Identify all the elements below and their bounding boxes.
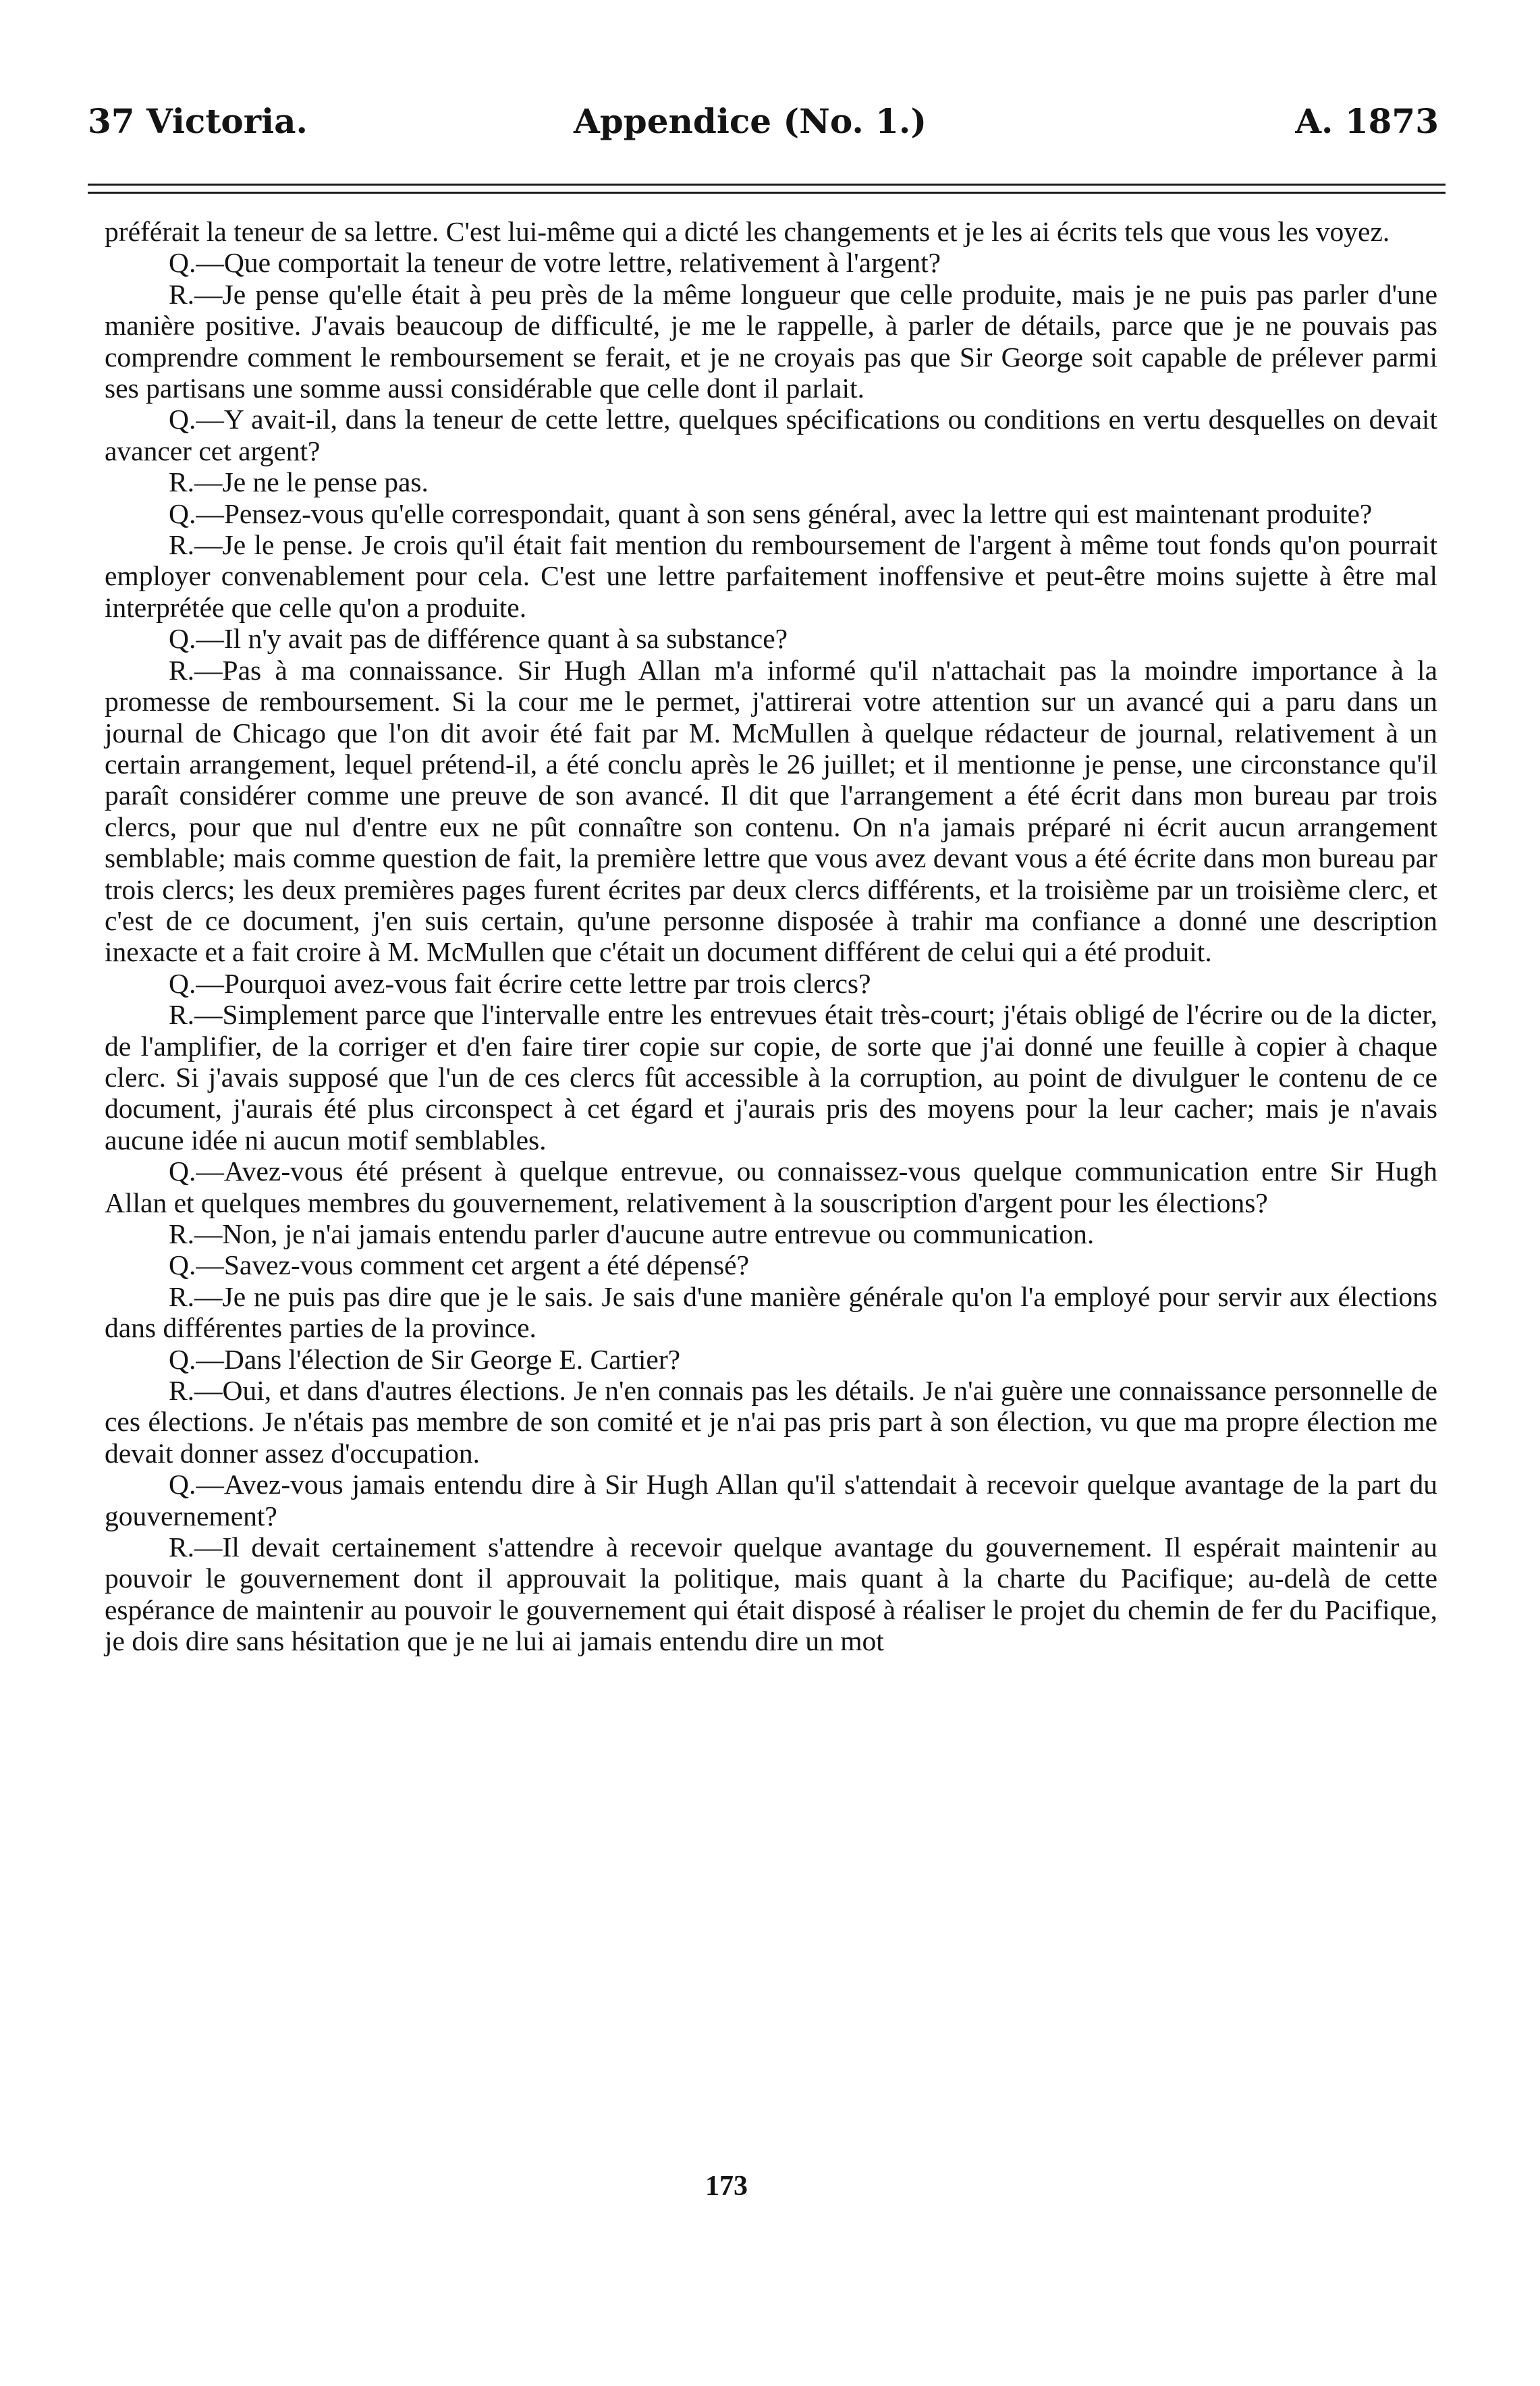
answer-paragraph: R.—Il devait certainement s'attendre à recevoir quelque avantage du gouvernement. Il espérait maintenir au pouvoir le gouvernement dont il approuvait la politique, mais quant à la charte du Pacifique; au-delà de cette espérance de maintenir au pouvoir le gouvernement qui était disposé à réaliser le projet du chemin de fer du Pacifique, je dois dire sans hésitation que je ne lui ai jamais entendu dire un mot <box>105 1531 1437 1657</box>
answer-paragraph: R.—Oui, et dans d'autres élections. Je n'en connais pas les détails. Je n'ai guère une connaissance personnelle de ces élections. Je n'étais pas membre de son comité et je n'ai pas pris part à son élection, vu que ma propre élection me devait donner assez d'occupation. <box>105 1375 1437 1469</box>
answer-paragraph: R.—Je ne puis pas dire que je le sais. Je sais d'une manière générale qu'on l'a employé pour servir aux élections dans différentes parties de la province. <box>105 1280 1437 1344</box>
answer-paragraph: R.—Non, je n'ai jamais entendu parler d'aucune autre entrevue ou communication. <box>169 1218 1095 1249</box>
question-paragraph: Q.—Que comportait la teneur de votre lettre, relativement à l'argent? <box>169 247 941 279</box>
header-appendix: Appendice (No. 1.) <box>574 101 927 141</box>
running-header <box>88 101 1439 155</box>
question-paragraph: Q.—Avez-vous été présent à quelque entrevue, ou connaissez-vous quelque communication entre Sir Hugh Allan et quelques membres du gouvernement, relativement à la souscription d'argent pour les élections? <box>105 1156 1437 1218</box>
answer-paragraph: R.—Je pense qu'elle était à peu près de la même longueur que celle produite, mais je ne puis pas parler d'une manière positive. J'avais beaucoup de difficulté, je me le rappelle, à parler de détails, parce que je ne pouvais pas comprendre comment le remboursement se ferait, et je ne croyais pas que Sir George soit capable de prélever parmi ses partisans une somme aussi considérable que celle dont il parlait. <box>105 278 1437 404</box>
header-rule-top <box>88 184 1446 186</box>
paragraph: préférait la teneur de sa lettre. C'est lui-même qui a dicté les changements et je les ai écrits tels que vous les voyez. <box>105 216 1390 247</box>
answer-paragraph: R.—Simplement parce que l'intervalle entre les entrevues était très-court; j'étais obligé de l'écrire ou de la dicter, de l'amplifier, de la corriger et d'en faire tirer copie sur copie, de sorte que j'ai donné une feuille à copier à chaque clerc. Si j'avais supposé que l'un de ces clercs fût accessible à la corruption, au point de divulguer le contenu de ce document, j'aurais été plus circonspect à cet égard et j'aurais pris des moyens pour la leur cacher; mais je n'avais aucune idée ni aucun motif semblables. <box>105 999 1437 1156</box>
question-paragraph: Q.—Il n'y avait pas de différence quant à sa substance? <box>169 623 788 655</box>
header-volume: 37 Victoria. <box>88 101 308 141</box>
question-paragraph: Q.—Savez-vous comment cet argent a été dépensé? <box>169 1249 750 1281</box>
header-rule-bottom <box>88 192 1446 194</box>
answer-paragraph: R.—Pas à ma connaissance. Sir Hugh Allan m'a informé qu'il n'attachait pas la moindre importance à la promesse de remboursement. Si la cour me le permet, j'attirerai votre attention sur un avancé qui a paru dans un journal de Chicago que l'on dit avoir été fait par M. McMullen à quelque rédacteur de journal, relativement à un certain arrangement, lequel prétend-il, a été conclu après le 26 juillet; et il mentionne je pense, une circonstance qu'il paraît considérer comme une preuve de son avancé. Il dit que l'arrangement a été écrit dans mon bureau par trois clercs, pour que nul d'entre eux ne pût connaître son contenu. On n'a jamais préparé ni écrit aucun arrangement semblable; mais comme question de fait, la première lettre que vous avez devant vous a été écrite dans mon bureau par trois clercs; les deux premières pages furent écrites par deux clercs différents, et la troisième par un troisième clerc, et c'est de ce document, j'en suis certain, qu'une personne disposée à trahir ma confiance a donné une description inexacte et a fait croire à M. McMullen que c'était un document différent de celui qui a été produit. <box>105 654 1437 968</box>
question-paragraph: Q.—Dans l'élection de Sir George E. Cartier? <box>169 1343 681 1375</box>
question-paragraph: Q.—Pourquoi avez-vous fait écrire cette lettre par trois clercs? <box>169 967 871 999</box>
question-paragraph: Q.—Pensez-vous qu'elle correspondait, quant à son sens général, avec la lettre qui est maintenant produite? <box>169 497 1373 529</box>
question-paragraph: Q.—Y avait-il, dans la teneur de cette lettre, quelques spécifications ou conditions en vertu desquelles on devait avancer cet argent? <box>105 404 1437 466</box>
answer-paragraph: R.—Je ne le pense pas. <box>169 466 429 498</box>
header-year: A. 1873 <box>1295 101 1439 141</box>
answer-paragraph: R.—Je le pense. Je crois qu'il était fait mention du remboursement de l'argent à même tout fonds qu'on pourrait employer convenablement pour cela. C'est une lettre parfaitement inoffensive et peut-être moins sujette à être mal interprétée que celle qu'on a produite. <box>105 529 1437 623</box>
body-text <box>105 216 1437 1657</box>
page-number: 173 <box>705 2171 748 2202</box>
question-paragraph: Q.—Avez-vous jamais entendu dire à Sir Hugh Allan qu'il s'attendait à recevoir quelque avantage de la part du gouvernement? <box>105 1469 1437 1531</box>
